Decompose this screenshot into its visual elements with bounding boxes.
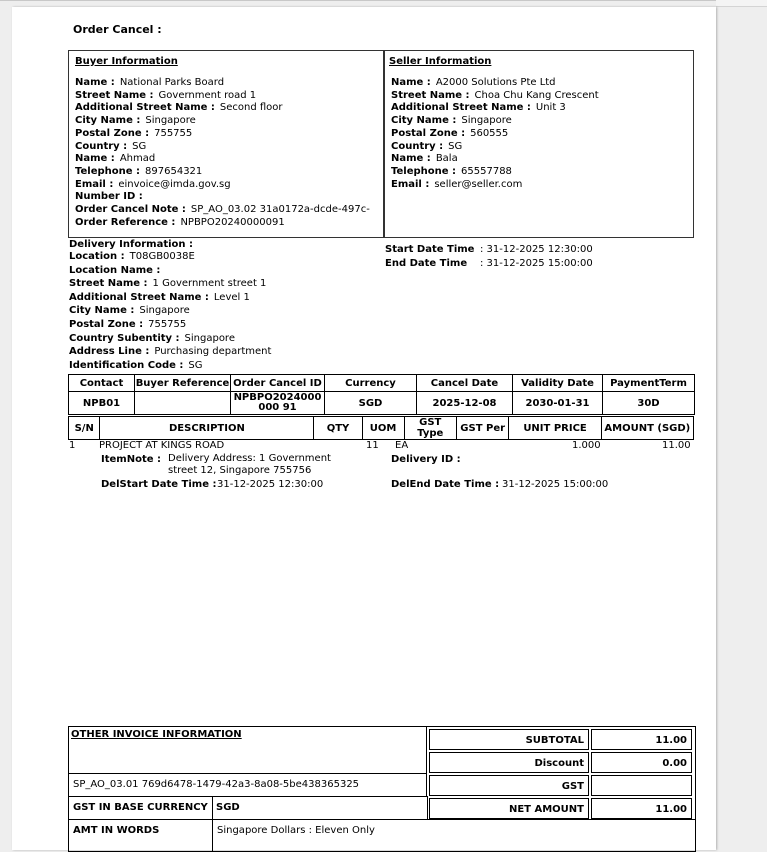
item-description: PROJECT AT KINGS ROAD <box>99 440 225 451</box>
field-value: Level 1 <box>213 291 250 303</box>
delivery-row <box>69 333 235 345</box>
field-value: 897654321 <box>145 165 203 177</box>
field-label: Location : <box>69 251 125 262</box>
seller-info-box <box>384 50 694 238</box>
field-label: City Name : <box>69 305 135 317</box>
header-qty: QTY <box>314 417 362 440</box>
amt-words-label: AMT IN WORDS <box>73 825 160 836</box>
value-contact: NPB01 <box>69 392 135 415</box>
delivery-row <box>69 251 195 263</box>
amt-words-label-cell <box>69 819 213 851</box>
field-value: 65557788 <box>461 165 512 177</box>
header-contact: Contact <box>69 375 135 392</box>
gst-base-label: GST IN BASE CURRENCY <box>73 802 208 813</box>
start-date-value: : 31-12-2025 12:30:00 <box>480 244 593 255</box>
delivery-row <box>69 346 271 358</box>
subtotal-value: 11.00 <box>655 735 687 746</box>
field-label: Street Name : <box>69 278 148 290</box>
buyer-row <box>75 179 231 191</box>
field-label: Postal Zone : <box>75 127 150 139</box>
header-validity-date: Validity Date <box>513 375 603 392</box>
gst-label-cell <box>429 775 589 796</box>
seller-row <box>391 102 566 114</box>
buyer-row <box>75 90 256 102</box>
buyer-row <box>75 102 283 114</box>
field-label: Telephone : <box>75 165 141 177</box>
delivery-row <box>69 319 186 331</box>
field-label: Name : <box>75 153 115 165</box>
delivery-heading: Delivery Information : <box>69 239 194 250</box>
header-amount: AMOUNT (SGD) <box>601 417 693 440</box>
field-label: Country : <box>75 140 128 152</box>
end-date-value: : 31-12-2025 15:00:00 <box>480 258 593 269</box>
summary-divider <box>427 819 695 820</box>
field-label: Number ID : <box>75 191 143 203</box>
delstart-value: 31-12-2025 12:30:00 <box>217 479 324 490</box>
field-value: 755755 <box>154 127 193 139</box>
field-label: Additional Street Name : <box>69 291 209 303</box>
field-label: Telephone : <box>391 165 457 177</box>
item-note-line2: street 12, Singapore 755756 <box>168 465 312 476</box>
delivery-row <box>69 265 165 277</box>
field-value: Second floor <box>219 102 283 114</box>
field-value: A2000 Solutions Pte Ltd <box>435 77 556 88</box>
field-value: Purchasing department <box>154 346 272 358</box>
subtotal-label-cell <box>429 729 589 750</box>
field-value: Singapore <box>184 332 235 344</box>
field-value: Singapore <box>145 115 196 127</box>
net-value-cell <box>591 798 692 819</box>
delivery-row <box>69 278 266 290</box>
buyer-row <box>75 166 202 178</box>
buyer-row <box>75 128 192 140</box>
field-value: Singapore <box>139 305 190 317</box>
field-label: City Name : <box>75 115 141 127</box>
field-value: SG <box>448 140 463 152</box>
order-table-header <box>69 375 695 392</box>
field-value: Ahmad <box>119 153 156 165</box>
start-date-label: Start Date Time <box>385 244 475 255</box>
order-table <box>68 374 695 415</box>
discount-value-cell <box>591 752 692 773</box>
subtotal-label: SUBTOTAL <box>525 735 584 746</box>
field-label: Identification Code : <box>69 359 184 371</box>
delivery-id-label: Delivery ID : <box>391 454 461 465</box>
order-table-row <box>69 392 695 415</box>
gst-base-value: SGD <box>216 802 240 813</box>
field-value: seller@seller.com <box>434 178 523 190</box>
header-sn: S/N <box>69 417 100 440</box>
delivery-row <box>69 360 203 372</box>
other-info-cell <box>69 727 427 774</box>
net-label-cell <box>429 798 589 819</box>
summary-section <box>68 726 696 852</box>
buyer-row <box>75 115 196 127</box>
seller-row <box>391 153 458 165</box>
subtotal-value-cell <box>591 729 692 750</box>
field-value: Bala <box>435 153 458 165</box>
discount-label-cell <box>429 752 589 773</box>
field-value: einvoice@imda.gov.sg <box>118 178 231 190</box>
header-gst-per: GST Per <box>456 417 508 440</box>
field-label: Name : <box>391 153 431 165</box>
field-value: National Parks Board <box>119 77 225 88</box>
field-value: NPBPO20240000091 <box>180 216 285 228</box>
field-value: SP_AO_03.02 31a0172a-dcde-497c- <box>190 204 370 215</box>
seller-row <box>391 166 512 178</box>
field-value: 560555 <box>470 127 509 139</box>
seller-row <box>391 90 599 102</box>
discount-value: 0.00 <box>662 758 687 769</box>
seller-row <box>391 141 462 153</box>
buyer-row <box>75 153 155 165</box>
other-info-value: SP_AO_03.01 769d6478-1479-42a3-8a08-5be438365325 <box>73 779 360 790</box>
header-currency: Currency <box>325 375 417 392</box>
seller-row <box>391 115 512 127</box>
item-note-line1: Delivery Address: 1 Government <box>168 453 331 464</box>
value-buyer-reference <box>135 392 231 415</box>
net-amount-label: NET AMOUNT <box>508 804 584 815</box>
item-uom: EA <box>395 440 409 451</box>
gst-label: GST <box>561 781 584 792</box>
item-amount: 11.00 <box>662 440 691 451</box>
value-order-cancel-id: NPBPO2024000000 91 <box>231 392 325 415</box>
item-note-label: ItemNote : <box>101 454 161 465</box>
item-qty: 11 <box>366 440 379 451</box>
field-label: Postal Zone : <box>69 319 144 330</box>
field-label: Country : <box>391 140 444 152</box>
field-value: T08GB0038E <box>129 251 195 262</box>
field-label: Country Subentity : <box>69 332 180 344</box>
other-info-value-cell <box>69 773 427 797</box>
buyer-row <box>75 141 146 153</box>
header-description: DESCRIPTION <box>100 417 314 440</box>
seller-row <box>391 128 508 140</box>
field-label: Additional Street Name : <box>75 102 215 114</box>
field-label: Location Name : <box>69 264 161 276</box>
seller-row <box>391 77 556 89</box>
field-value: SG <box>132 140 147 152</box>
document-page <box>12 7 716 850</box>
header-cancel-date: Cancel Date <box>417 375 513 392</box>
field-value: 755755 <box>148 319 187 330</box>
buyer-row <box>75 77 224 89</box>
field-value: 1 Government street 1 <box>152 278 267 290</box>
field-label: Street Name : <box>391 89 470 101</box>
value-currency: SGD <box>325 392 417 415</box>
header-gst-type: GST Type <box>404 417 456 440</box>
header-order-cancel-id: Order Cancel ID <box>231 375 325 392</box>
buyer-info-box <box>68 50 384 238</box>
field-value: Government road 1 <box>158 89 257 101</box>
field-label: Street Name : <box>75 89 154 101</box>
field-label: City Name : <box>391 115 457 127</box>
field-label: Additional Street Name : <box>391 102 531 114</box>
field-label: Email : <box>391 178 430 190</box>
buyer-row <box>75 217 285 229</box>
item-sn: 1 <box>69 440 76 451</box>
value-validity-date: 2030-01-31 <box>513 392 603 415</box>
field-label: Email : <box>75 178 114 190</box>
gst-value-cell <box>591 775 692 796</box>
gst-base-value-cell <box>212 796 428 820</box>
header-uom: UOM <box>362 417 404 440</box>
other-info-heading: OTHER INVOICE INFORMATION <box>71 729 242 740</box>
delend-label: DelEnd Date Time : <box>391 479 500 490</box>
delivery-row <box>69 292 250 304</box>
gst-base-label-cell <box>69 796 213 820</box>
value-cancel-date: 2025-12-08 <box>417 392 513 415</box>
buyer-row <box>75 191 148 203</box>
header-unit-price: UNIT PRICE <box>509 417 601 440</box>
field-label: Order Reference : <box>75 216 176 228</box>
end-date-label: End Date Time <box>385 258 468 269</box>
field-label: Address Line : <box>69 346 150 358</box>
delstart-label: DelStart Date Time : <box>101 479 217 490</box>
viewer-top-border <box>0 0 767 1</box>
buyer-row <box>75 204 370 216</box>
field-value: SG <box>188 359 203 371</box>
header-payment-term: PaymentTerm <box>603 375 695 392</box>
seller-heading: Seller Information <box>389 56 492 67</box>
amt-words-value: Singapore Dollars : Eleven Only <box>217 825 375 836</box>
value-payment-term: 30D <box>603 392 695 415</box>
field-value: Unit 3 <box>535 102 566 114</box>
field-value: Choa Chu Kang Crescent <box>474 89 599 101</box>
field-label: Name : <box>391 77 431 88</box>
field-label: Order Cancel Note : <box>75 204 186 215</box>
item-unit-price: 1.000 <box>572 440 601 451</box>
page-title: Order Cancel : <box>73 23 162 36</box>
viewer-top-strip <box>716 0 767 7</box>
header-buyer-reference: Buyer Reference <box>135 375 231 392</box>
field-value: Singapore <box>461 115 512 127</box>
items-table-header <box>68 416 694 440</box>
seller-row <box>391 179 522 191</box>
field-label: Name : <box>75 77 115 88</box>
discount-label: Discount <box>534 758 584 769</box>
net-amount-value: 11.00 <box>655 804 687 815</box>
buyer-heading: Buyer Information <box>75 56 178 67</box>
delend-value: 31-12-2025 15:00:00 <box>502 479 609 490</box>
field-label: Postal Zone : <box>391 127 466 139</box>
delivery-row <box>69 305 190 317</box>
